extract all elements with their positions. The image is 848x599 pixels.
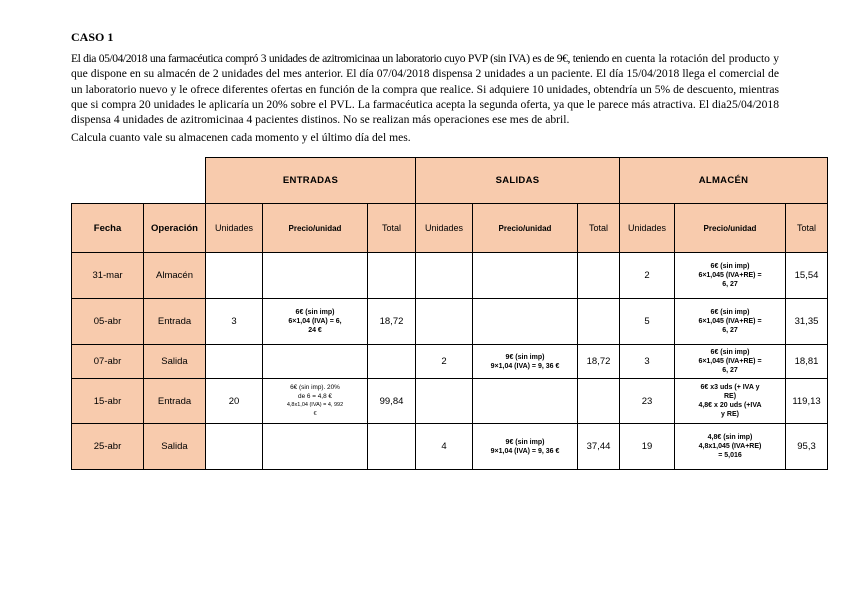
price-line: 4,8€ x 20 uds (+IVA bbox=[698, 402, 762, 409]
cell-salidas-unidades bbox=[416, 253, 473, 299]
cell-fecha: 25-abr bbox=[72, 424, 144, 470]
cell-operacion: Salida bbox=[144, 345, 206, 379]
cell-almacen-total: 95,3 bbox=[786, 424, 828, 470]
case-title: CASO 1 bbox=[71, 30, 114, 44]
price-line: 9€ (sin imp) bbox=[505, 438, 545, 446]
table-row bbox=[72, 424, 828, 470]
cell-salidas-unidades bbox=[416, 299, 473, 345]
header-empty-cell bbox=[72, 158, 206, 204]
cell-operacion: Entrada bbox=[144, 299, 206, 345]
cell-fecha: 31-mar bbox=[72, 253, 144, 299]
price-line: 24 € bbox=[308, 327, 322, 334]
price-line: 6€ x3 uds (+ IVA y bbox=[700, 384, 760, 391]
cell-salidas-precio bbox=[473, 424, 578, 470]
cell-entradas-precio bbox=[263, 379, 368, 424]
cell-almacen-unidades: 19 bbox=[620, 424, 675, 470]
price-line: RE) bbox=[723, 393, 737, 400]
cell-entradas-total bbox=[368, 253, 416, 299]
cell-salidas-precio bbox=[473, 299, 578, 345]
price-line: 4,8x1,04 (IVA) = 4, 992 bbox=[286, 402, 344, 408]
price-line: 9€ (sin imp) bbox=[505, 353, 545, 361]
cell-almacen-precio bbox=[675, 345, 786, 379]
col-salidas-unidades: Unidades bbox=[416, 204, 473, 253]
case-question: Calcula cuanto vale su almacenen cada momento y el último día del mes. bbox=[71, 131, 411, 145]
cell-entradas-total: 18,72 bbox=[368, 299, 416, 345]
price-line: 6€ (sin imp) bbox=[710, 263, 750, 270]
col-operacion: Operación bbox=[144, 204, 206, 253]
cell-entradas-precio bbox=[263, 253, 368, 299]
price-line: 9×1,04 (IVA) = 9, 36 € bbox=[490, 362, 560, 370]
cell-fecha: 05-abr bbox=[72, 299, 144, 345]
price-line: = 5,016 bbox=[718, 452, 742, 459]
price-line: 6×1,045 (IVA+RE) = bbox=[698, 318, 762, 325]
cell-entradas-total: 99,84 bbox=[368, 379, 416, 424]
cell-almacen-total: 18,81 bbox=[786, 345, 828, 379]
cell-almacen-total: 119,13 bbox=[786, 379, 828, 424]
cell-entradas-total bbox=[368, 424, 416, 470]
cell-salidas-total: 37,44 bbox=[578, 424, 620, 470]
cell-salidas-precio bbox=[473, 253, 578, 299]
price-line: 6, 27 bbox=[722, 367, 738, 374]
cell-salidas-unidades: 4 bbox=[416, 424, 473, 470]
col-almacen-precio: Precio/unidad bbox=[675, 204, 786, 253]
col-entradas-total: Total bbox=[368, 204, 416, 253]
table-row bbox=[72, 345, 828, 379]
case-paragraph-rest: cuenta la rotación del producto y que dispone en su almacén de 2 unidades del mes anterior. El día 07/04/2018 dispensa 2 unidades a un paciente. El día 15/04/2018 llega el comercial de un laboratorio nuevo y le ofrece diferentes ofertas en función de la compra que realice. Si adquiere 10 unidades, obtendría un 5% de descuento, mientras que si compra 20 unidades le aplicaría un 20% sobre el PVL. La farmacéutica acepta la segunda oferta, ya que le parece más atractiva. El dia25/04/2018 dispensa 4 unidades de azitromicinaa 4 pacientes distinos. No se realizan más operaciones ese mes de abril. bbox=[71, 52, 780, 127]
group-salidas: SALIDAS bbox=[416, 158, 620, 204]
group-entradas: ENTRADAS bbox=[206, 158, 416, 204]
group-almacen: ALMACÉN bbox=[620, 158, 828, 204]
cell-entradas-unidades: 20 bbox=[206, 379, 263, 424]
price-line: 6×1,045 (IVA+RE) = bbox=[698, 272, 762, 279]
col-almacen-unidades: Unidades bbox=[620, 204, 675, 253]
cell-entradas-unidades bbox=[206, 253, 263, 299]
cell-entradas-unidades: 3 bbox=[206, 299, 263, 345]
cell-operacion: Salida bbox=[144, 424, 206, 470]
cell-salidas-precio bbox=[473, 379, 578, 424]
cell-entradas-total bbox=[368, 345, 416, 379]
price-line: 6×1,045 (IVA+RE) = bbox=[698, 358, 762, 365]
price-line: 6×1,04 (IVA) = 6, bbox=[288, 318, 342, 325]
price-line: 6, 27 bbox=[722, 281, 738, 288]
cell-almacen-precio bbox=[675, 379, 786, 424]
cell-operacion: Entrada bbox=[144, 379, 206, 424]
price-line: 6, 27 bbox=[722, 327, 738, 334]
cell-entradas-unidades bbox=[206, 345, 263, 379]
cell-almacen-total: 15,54 bbox=[786, 253, 828, 299]
cell-almacen-unidades: 3 bbox=[620, 345, 675, 379]
cell-entradas-precio bbox=[263, 345, 368, 379]
price-line: 6€ (sin imp). 20% bbox=[290, 384, 340, 391]
cell-salidas-total bbox=[578, 379, 620, 424]
cell-fecha: 07-abr bbox=[72, 345, 144, 379]
cell-salidas-precio bbox=[473, 345, 578, 379]
cell-entradas-precio bbox=[263, 299, 368, 345]
price-line: de 6 = 4,8 € bbox=[298, 392, 332, 400]
cell-almacen-unidades: 5 bbox=[620, 299, 675, 345]
price-line: € bbox=[313, 410, 317, 417]
cell-almacen-precio bbox=[675, 253, 786, 299]
cell-operacion: Almacén bbox=[144, 253, 206, 299]
col-salidas-precio: Precio/unidad bbox=[473, 204, 578, 253]
table-row bbox=[72, 253, 828, 299]
cell-fecha: 15-abr bbox=[72, 379, 144, 424]
column-header-row bbox=[72, 204, 828, 253]
cell-salidas-unidades: 2 bbox=[416, 345, 473, 379]
cell-almacen-precio bbox=[675, 299, 786, 345]
case-paragraph bbox=[71, 51, 779, 127]
price-line: 9×1,04 (IVA) = 9, 36 € bbox=[490, 447, 560, 455]
cell-almacen-unidades: 2 bbox=[620, 253, 675, 299]
cell-salidas-total: 18,72 bbox=[578, 345, 620, 379]
col-salidas-total: Total bbox=[578, 204, 620, 253]
inventory-table bbox=[71, 157, 828, 470]
cell-salidas-total bbox=[578, 253, 620, 299]
cell-salidas-unidades bbox=[416, 379, 473, 424]
case-paragraph-start: El dia 05/04/2018 una farmacéutica compró 3 unidades de azitromicinaa un laboratorio cuyo PVP (sin IVA) es de 9€, teniendo en bbox=[71, 52, 622, 65]
col-almacen-total: Total bbox=[786, 204, 828, 253]
document-body bbox=[71, 30, 779, 144]
cell-entradas-precio bbox=[263, 424, 368, 470]
col-fecha: Fecha bbox=[72, 204, 144, 253]
cell-salidas-total bbox=[578, 299, 620, 345]
cell-entradas-unidades bbox=[206, 424, 263, 470]
price-line: 6€ (sin imp) bbox=[710, 349, 750, 356]
price-line: y RE) bbox=[721, 411, 739, 418]
col-entradas-precio: Precio/unidad bbox=[263, 204, 368, 253]
cell-almacen-total: 31,35 bbox=[786, 299, 828, 345]
price-line: 6€ (sin imp) bbox=[710, 309, 750, 316]
table-row bbox=[72, 299, 828, 345]
cell-almacen-precio bbox=[675, 424, 786, 470]
col-entradas-unidades: Unidades bbox=[206, 204, 263, 253]
group-header-row bbox=[72, 158, 828, 204]
cell-almacen-unidades: 23 bbox=[620, 379, 675, 424]
price-line: 4,8€ (sin imp) bbox=[707, 434, 753, 441]
table-row bbox=[72, 379, 828, 424]
price-line: 6€ (sin imp) bbox=[295, 309, 335, 316]
price-line: 4,8x1,045 (IVA+RE) bbox=[698, 443, 762, 450]
